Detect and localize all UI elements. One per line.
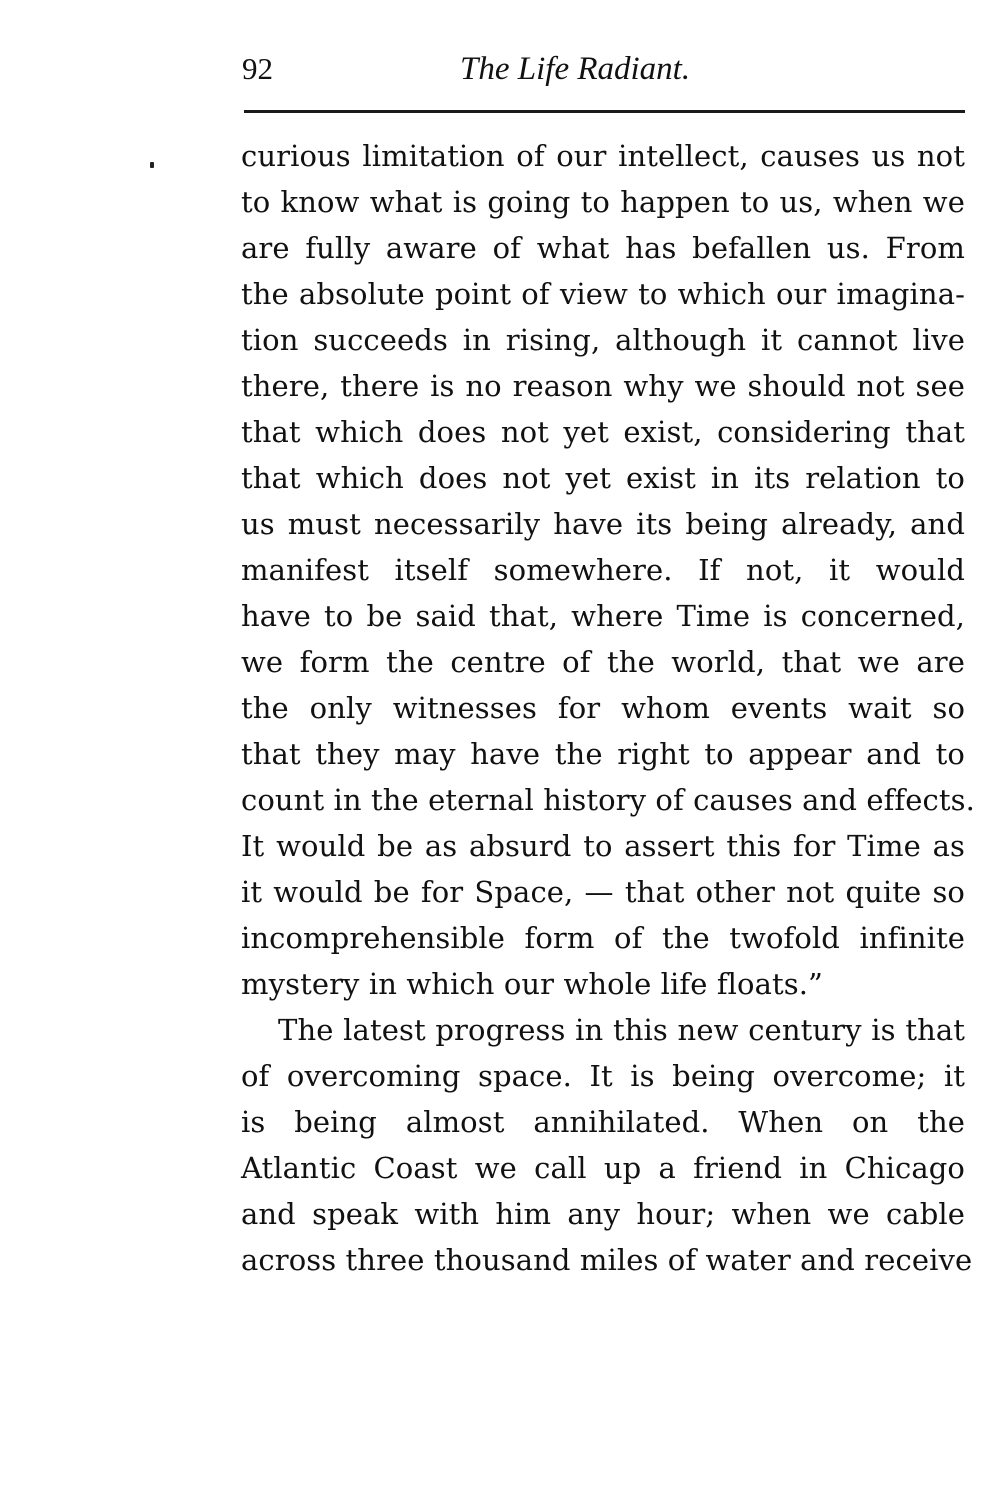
text-line: The latest progress in this new century is that [278,1013,965,1047]
text-line: tion succeeds in rising, although it cannot live [241,323,965,357]
text-line: we form the centre of the world, that we are [241,645,965,679]
text-line: Atlantic Coast we call up a friend in Chicago [241,1151,965,1185]
text-line: incomprehensible form of the twofold infinite [241,921,965,955]
text-line: that which does not yet exist, considering that [241,415,965,449]
text-line: the only witnesses for whom events wait so [241,691,965,725]
body-text [241,133,975,1283]
running-title: The Life Radiant. [460,51,691,87]
text-line: that they may have the right to appear and to [241,737,965,771]
text-line: of overcoming space. It is being overcome; it [241,1059,965,1093]
text-line: mystery in which our whole life floats.” [241,967,823,1001]
text-line: count in the eternal history of causes and effects. [241,783,975,817]
text-line: are fully aware of what has befallen us. From [241,231,965,265]
text-line: and speak with him any hour; when we cable [241,1197,965,1231]
text-line: it would be for Space, — that other not quite so [241,875,965,909]
text-line: is being almost annihilated. When on the [241,1105,965,1139]
text-line: have to be said that, where Time is concerned, [241,599,965,633]
text-line: that which does not yet exist in its relation to [241,461,965,495]
text-line: manifest itself somewhere. If not, it would [241,553,965,587]
text-line: the absolute point of view to which our imagina- [241,277,965,311]
text-line: us must necessarily have its being already, and [241,507,965,541]
text-line: across three thousand miles of water and receive [241,1243,973,1277]
page-number: 92 [242,51,273,86]
text-line: curious limitation of our intellect, causes us not [241,139,965,173]
text-line: there, there is no reason why we should not see [241,369,965,403]
page-header [240,44,965,94]
header-rule [244,110,965,113]
text-line: to know what is going to happen to us, when we [241,185,965,219]
text-line: It would be as absurd to assert this for Time as [241,829,965,863]
ink-speck [150,162,154,168]
